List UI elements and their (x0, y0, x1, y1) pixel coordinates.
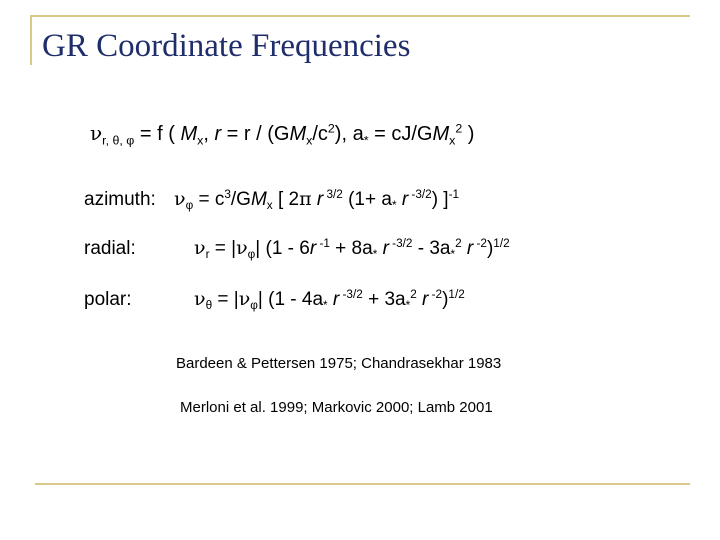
polar-label: polar: (84, 289, 132, 310)
azimuth-label: azimuth: (84, 189, 156, 210)
slide-title: GR Coordinate Frequencies (42, 28, 411, 64)
radial-label: radial: (84, 238, 136, 259)
polar-equation: polar: $\nu_\theta = |\nu_\varphi|$ ($1 - 4a_*$ r $^{-3/2} + 3a_*^2$ r $^{-2}$)$^{1/2}$ (84, 287, 465, 313)
nu-symbol: ν (90, 121, 103, 145)
frame-left-rule (30, 15, 32, 65)
frame-top-rule (30, 15, 690, 17)
reference-line-2: Merloni et al. 1999; Markovic 2000; Lamb 2001 (180, 399, 493, 416)
definition-equation: $\nu_{r, \theta, \varphi} = f$ ( $M_x$, $r = r / (GM_x/c^2)$, $a_* = cJ/GM_x^2$ ) (90, 121, 475, 148)
nu-subscript: r, θ, φ (102, 133, 135, 148)
reference-line-1: Bardeen & Pettersen 1975; Chandrasekhar 1983 (176, 355, 502, 372)
radial-equation: radial: $\nu_r = |\nu_\varphi|$ (1 - 6r $^{-1} + 8a_*$ r $^{-3/2} - 3a_*^2$ r $^{-2}$)$^{1/2}$ (84, 236, 510, 262)
azimuth-equation: azimuth: $\nu_\varphi = c^3/GM_x$ [ 2π r $^{3/2}$ ($1+ a_*$ r $^{-3/2}$) ]$^{-1}$ (84, 187, 460, 213)
frame-bottom-rule (35, 483, 690, 485)
